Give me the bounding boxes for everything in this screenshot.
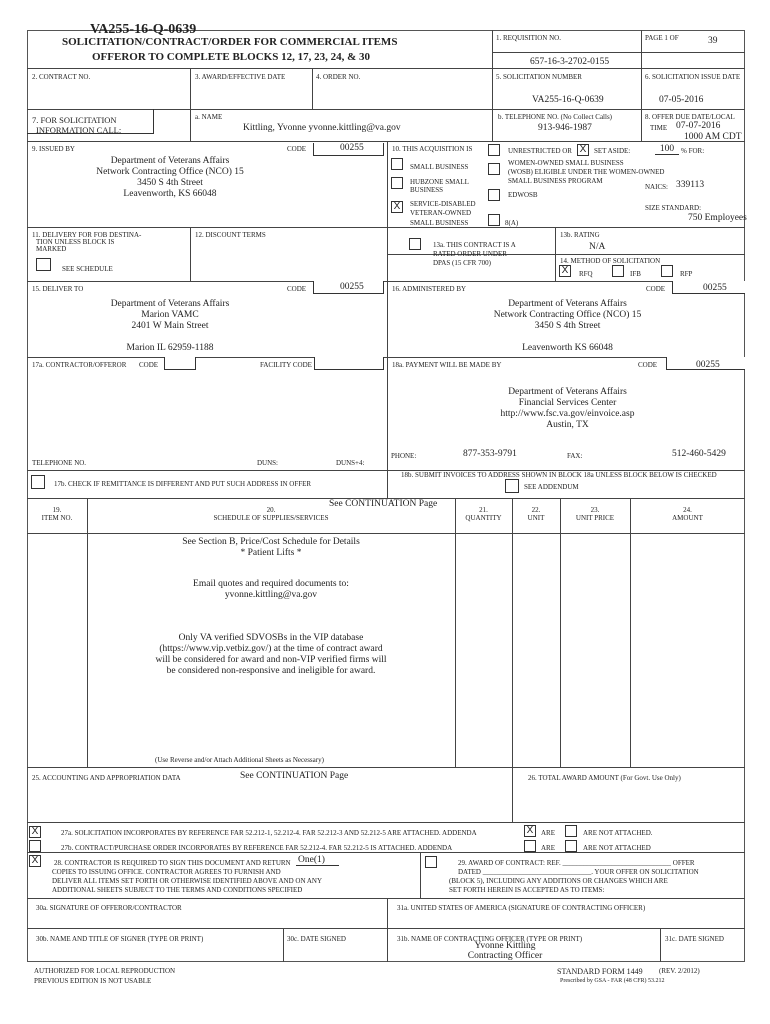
payment-line3: http://www.fsc.va.gov/einvoice.asp xyxy=(500,409,635,419)
rule xyxy=(27,227,745,228)
rule xyxy=(312,68,313,109)
schedule-text-6: (https://www.vip.vetbiz.gov/) at the time of contract award xyxy=(159,644,383,654)
percent-for-label: % FOR: xyxy=(681,147,705,155)
offer-due-label: 8. OFFER DUE DATE/LOCAL xyxy=(645,113,735,121)
28-copies: One(1) xyxy=(296,855,339,866)
schedule-text-4: yvonne.kittling@va.gov xyxy=(224,590,318,600)
rule xyxy=(27,822,745,823)
rule xyxy=(283,928,284,962)
ifb-label: IFB xyxy=(630,270,641,278)
27a-are-not-checkbox[interactable] xyxy=(565,825,577,837)
wosb-checkbox[interactable] xyxy=(488,163,500,175)
schedule-text-7: will be considered for award and non-VIP verified firms will xyxy=(155,655,387,665)
issue-date-value: 07-05-2016 xyxy=(659,95,704,105)
rule xyxy=(27,281,745,282)
footer-previous: PREVIOUS EDITION IS NOT USABLE xyxy=(34,977,152,985)
rule xyxy=(27,68,745,69)
administered-by-code: 00255 xyxy=(703,283,727,293)
naics-value: 339113 xyxy=(676,180,705,190)
28-text-4: ADDITIONAL SHEETS SUBJECT TO THE TERMS AND CONDITIONS SPECIFIED xyxy=(52,886,303,894)
8a-label: 8(A) xyxy=(505,219,519,227)
solicitation-number-value: VA255-16-Q-0639 xyxy=(532,95,604,105)
27b-are-not-checkbox[interactable] xyxy=(565,840,577,852)
co-date-label: 31c. DATE SIGNED xyxy=(665,935,724,943)
rule xyxy=(190,68,191,141)
27b-are-not-label: ARE NOT ATTACHED xyxy=(583,844,651,852)
payment-line2: Financial Services Center xyxy=(518,398,617,408)
telephone-label: TELEPHONE NO. xyxy=(32,459,87,467)
rule xyxy=(492,109,493,141)
footer-form-number: STANDARD FORM 1449 xyxy=(557,967,643,976)
rule xyxy=(27,852,745,853)
sdvosb-checkbox[interactable]: X xyxy=(391,201,403,213)
offeror-date-label: 30c. DATE SIGNED xyxy=(287,935,346,943)
issued-by-line2: Network Contracting Office (NCO) 15 xyxy=(96,167,244,177)
rfq-label: RFQ xyxy=(579,270,593,278)
co-name-label: 31b. NAME OF CONTRACTING OFFICER (TYPE OR PRINT) xyxy=(397,935,583,943)
rule xyxy=(641,30,642,141)
deliver-to-code-label: CODE xyxy=(287,285,307,293)
payment-fax-label: FAX: xyxy=(567,452,583,460)
size-standard-label: SIZE STANDARD: xyxy=(645,204,702,212)
28-checkbox[interactable]: X xyxy=(29,855,41,867)
small-business-label: SMALL BUSINESS xyxy=(410,163,469,171)
see-addendum-label: SEE ADDENDUM xyxy=(524,483,579,491)
28-text-3: DELIVER ALL ITEMS SET FORTH OR OTHERWISE IDENTIFIED ABOVE AND ON ANY xyxy=(52,877,323,885)
delivery-label-3: MARKED xyxy=(36,245,67,253)
administered-by-line4: Leavenworth KS 66048 xyxy=(522,343,613,353)
edwosb-checkbox[interactable] xyxy=(488,189,500,201)
rule xyxy=(27,357,745,358)
footer-revision: (REV. 2/2012) xyxy=(659,967,700,975)
quantity-header: 21. xyxy=(479,506,488,514)
deliver-to-line3: 2401 W Main Street xyxy=(131,321,209,331)
rated-order-label-3: DPAS (15 CFR 700) xyxy=(433,259,491,267)
wosb-label-2: (WOSB) ELIGIBLE UNDER THE WOMEN-OWNED xyxy=(508,168,665,176)
delivery-label: 11. DELIVERY FOR FOB DESTINA- xyxy=(32,231,142,239)
rule xyxy=(455,498,456,767)
unrestricted-label: UNRESTRICTED OR xyxy=(508,147,572,155)
unit-price-header: 23. xyxy=(590,506,600,514)
remittance-checkbox[interactable] xyxy=(31,475,45,489)
see-addendum-checkbox[interactable] xyxy=(505,479,519,493)
rule xyxy=(190,227,191,281)
order-no-label: 4. ORDER NO. xyxy=(316,73,361,81)
schedule-text-8: be considered non-responsive and ineligible for award. xyxy=(166,666,376,676)
see-schedule-label: SEE SCHEDULE xyxy=(62,265,113,273)
rule xyxy=(27,928,745,929)
issued-by-line1: Department of Veterans Affairs xyxy=(110,156,230,166)
administered-by-line3: 3450 S 4th Street xyxy=(534,321,601,331)
rule xyxy=(387,898,388,962)
rated-order-label-2: RATED ORDER UNDER xyxy=(433,250,507,258)
sdvosb-label: SERVICE-DISABLED xyxy=(410,200,476,208)
signer-name-label: 30b. NAME AND TITLE OF SIGNER (TYPE OR PRINT) xyxy=(36,935,204,943)
payment-code-label: CODE xyxy=(638,361,658,369)
issue-date-label: 6. SOLICITATION ISSUE DATE xyxy=(645,73,741,81)
award-date-label: 3. AWARD/EFFECTIVE DATE xyxy=(195,73,286,81)
remittance-label: 17b. CHECK IF REMITTANCE IS DIFFERENT AND PUT SUCH ADDRESS IN OFFER xyxy=(54,480,312,488)
rated-order-label: 13a. THIS CONTRACT IS A xyxy=(433,241,516,249)
rating-value: N/A xyxy=(589,242,606,252)
deliver-to-line2: Marion VAMC xyxy=(141,310,199,320)
see-continuation-schedule: See CONTINUATION Page xyxy=(329,499,438,509)
hubzone-label: HUBZONE SMALL xyxy=(410,178,469,186)
issued-by-code-label: CODE xyxy=(287,145,307,153)
29-text-4: SET FORTH HEREIN IS ACCEPTED AS TO ITEMS: xyxy=(449,886,605,894)
duns-label: DUNS: xyxy=(257,459,279,467)
amount-header: 24. xyxy=(683,506,692,514)
deliver-to-code: 00255 xyxy=(340,282,364,292)
unit-header-2: UNIT xyxy=(527,514,545,522)
issued-by-line4: Leavenworth, KS 66048 xyxy=(123,189,217,199)
payment-phone-label: PHONE: xyxy=(391,452,417,460)
schedule-header: 20. xyxy=(266,506,276,514)
set-aside-percent: 100 xyxy=(655,144,679,155)
payment-line4: Austin, TX xyxy=(546,420,589,430)
co-title: Contracting Officer xyxy=(467,951,543,961)
issued-by-label: 9. ISSUED BY xyxy=(32,145,75,153)
co-name: Yvonne Kittling xyxy=(474,941,536,951)
form-title: SOLICITATION/CONTRACT/ORDER FOR COMMERCIAL ITEMS xyxy=(62,36,398,48)
sdvosb-label-3: SMALL BUSINESS xyxy=(410,219,469,227)
contact-name-label: a. NAME xyxy=(195,113,223,121)
offer-due-date: 07-07-2016 xyxy=(676,121,721,131)
ifb-checkbox[interactable] xyxy=(612,265,624,277)
rule xyxy=(492,30,493,109)
delivery-label-2: TION UNLESS BLOCK IS xyxy=(36,238,115,246)
amount-header-2: AMOUNT xyxy=(672,514,703,522)
rule xyxy=(512,498,513,822)
contract-no-label: 2. CONTRACT NO. xyxy=(32,73,91,81)
requisition-value: 657-16-3-2702-0155 xyxy=(530,57,610,67)
edwosb-label: EDWOSB xyxy=(508,191,538,199)
rule xyxy=(420,852,421,898)
contractor-code-box[interactable] xyxy=(164,357,196,370)
offer-due-time: 1000 AM CDT xyxy=(684,132,742,142)
contact-name-value: Kittling, Yvonne yvonne.kittling@va.gov xyxy=(243,123,401,133)
rated-order-checkbox[interactable] xyxy=(409,238,421,250)
contractor-code-label: CODE xyxy=(139,361,159,369)
method-label: 14. METHOD OF SOLICITATION xyxy=(560,257,661,265)
form-subtitle: OFFEROR TO COMPLETE BLOCKS 12, 17, 23, 24, & 30 xyxy=(92,51,370,63)
issued-by-line3: 3450 S 4th Street xyxy=(137,178,203,188)
schedule-header-2: SCHEDULE OF SUPPLIES/SERVICES xyxy=(213,514,329,522)
27a-are-label: ARE xyxy=(541,829,555,837)
8a-checkbox[interactable] xyxy=(488,214,500,226)
27b-are-checkbox[interactable] xyxy=(524,840,536,852)
administered-by-label: 16. ADMINISTERED BY xyxy=(392,285,467,293)
payment-label: 18a. PAYMENT WILL BE MADE BY xyxy=(392,361,502,369)
naics-label: NAICS: xyxy=(645,183,668,191)
27a-checkbox[interactable]: X xyxy=(29,826,41,838)
schedule-text-3: Email quotes and required documents to: xyxy=(193,579,349,589)
rfp-checkbox[interactable] xyxy=(661,265,673,277)
set-aside-label: SET ASIDE: xyxy=(594,147,631,155)
schedule-text-5: Only VA verified SDVOSBs in the VIP database xyxy=(178,633,364,643)
rfq-checkbox[interactable]: X xyxy=(559,265,571,277)
rule xyxy=(660,928,661,962)
rule xyxy=(560,498,561,767)
accounting-value: See CONTINUATION Page xyxy=(240,771,349,781)
administered-by-code-label: CODE xyxy=(646,285,666,293)
27a-text: 27a. SOLICITATION INCORPORATES BY REFERENCE FAR 52.212-1, 52.212-4. FAR 52.212-3 AND 52.212-5 ARE ATTACHED. ADDENDA xyxy=(61,829,477,837)
unit-price-header-2: UNIT PRICE xyxy=(575,514,615,522)
29-text-1: 29. AWARD OF CONTRACT: REF. _______________________________ OFFER xyxy=(458,859,695,867)
accounting-label: 25. ACCOUNTING AND APPROPRIATION DATA xyxy=(32,774,181,782)
small-business-checkbox[interactable] xyxy=(391,158,403,170)
facility-code-label: FACILITY CODE xyxy=(260,361,312,369)
unrestricted-checkbox[interactable] xyxy=(488,144,500,156)
27a-are-checkbox[interactable]: X xyxy=(524,825,536,837)
size-standard-value: 750 Employees xyxy=(688,213,747,223)
rule xyxy=(27,533,745,534)
footer-authorized: AUTHORIZED FOR LOCAL REPRODUCTION xyxy=(34,967,176,975)
footer-prescribed: Prescribed by GSA - FAR (48 CFR) 53.212 xyxy=(560,978,665,984)
28-text-2: COPIES TO ISSUING OFFICE. CONTRACTOR AGREES TO FURNISH AND xyxy=(52,868,281,876)
co-signature-label: 31a. UNITED STATES OF AMERICA (SIGNATURE OF CONTRACTING OFFICER) xyxy=(397,904,646,912)
set-aside-checkbox[interactable]: X xyxy=(577,144,589,156)
solicitation-number-label: 5. SOLICITATION NUMBER xyxy=(496,73,582,81)
offeror-signature-label: 30a. SIGNATURE OF OFFEROR/CONTRACTOR xyxy=(36,904,182,912)
payment-code: 00255 xyxy=(696,360,720,370)
sdvosb-label-2: VETERAN-OWNED xyxy=(410,209,472,217)
27b-checkbox[interactable] xyxy=(29,840,41,852)
payment-phone: 877-353-9791 xyxy=(463,449,517,459)
solicitation-number-top: VA255-16-Q-0639 xyxy=(90,22,197,37)
total-award-label: 26. TOTAL AWARD AMOUNT (For Govt. Use Only) xyxy=(528,774,681,782)
rule xyxy=(630,498,631,767)
administered-by-line1: Department of Veterans Affairs xyxy=(508,299,627,309)
27b-are-label: ARE xyxy=(541,844,555,852)
rule xyxy=(387,141,388,498)
payment-fax: 512-460-5429 xyxy=(672,449,726,459)
item-no-header-2: ITEM NO. xyxy=(41,514,73,522)
for-information-label-2: INFORMATION CALL: xyxy=(36,125,122,135)
for-information-label: 7. FOR SOLICITATION xyxy=(32,115,117,125)
29-checkbox[interactable] xyxy=(425,856,437,868)
deliver-to-label: 15. DELIVER TO xyxy=(32,285,84,293)
rule xyxy=(27,141,745,142)
submit-invoices-label: 18b. SUBMIT INVOICES TO ADDRESS SHOWN IN BLOCK 18a UNLESS BLOCK BELOW IS CHECKED xyxy=(401,471,717,479)
schedule-text-1: See Section B, Price/Cost Schedule for Details xyxy=(182,537,360,547)
27a-are-not-label: ARE NOT ATTACHED. xyxy=(583,829,653,837)
rating-label: 13b. RATING xyxy=(560,231,600,239)
quantity-header-2: QUANTITY xyxy=(465,514,502,522)
time-label: TIME xyxy=(650,124,668,132)
administered-by-line2: Network Contracting Office (NCO) 15 xyxy=(493,310,642,320)
see-schedule-checkbox[interactable] xyxy=(36,258,51,271)
page-total: 39 xyxy=(708,36,718,46)
wosb-label-3: SMALL BUSINESS PROGRAM xyxy=(508,177,603,185)
requisition-label: 1. REQUISITION NO. xyxy=(496,34,561,42)
schedule-footnote: (Use Reverse and/or Attach Additional Sheets as Necessary) xyxy=(155,756,324,764)
28-text-1: 28. CONTRACTOR IS REQUIRED TO SIGN THIS DOCUMENT AND RETURN xyxy=(54,859,291,867)
rfp-label: RFP xyxy=(680,270,693,278)
deliver-to-line1: Department of Veterans Affairs xyxy=(110,299,230,309)
hubzone-label-2: BUSINESS xyxy=(410,186,444,194)
discount-terms-label: 12. DISCOUNT TERMS xyxy=(195,231,266,239)
facility-code-box[interactable] xyxy=(314,357,384,370)
rule xyxy=(27,767,745,768)
payment-line1: Department of Veterans Affairs xyxy=(508,387,627,397)
unit-header: 22. xyxy=(531,506,541,514)
acquisition-label: 10. THIS ACQUISITION IS xyxy=(392,145,473,153)
item-no-header: 19. xyxy=(52,506,62,514)
29-text-2: DATED _______________________________. YOUR OFFER ON SOLICITATION xyxy=(458,868,699,876)
wosb-label: WOMEN-OWNED SMALL BUSINESS xyxy=(508,159,624,167)
contact-phone-label: b. TELEPHONE NO. (No Collect Calls) xyxy=(498,113,612,121)
27b-text: 27b. CONTRACT/PURCHASE ORDER INCORPORATES BY REFERENCE FAR 52.212-4. FAR 52.212-5 IS ATTACHED. ADDENDA xyxy=(61,844,453,852)
contractor-label: 17a. CONTRACTOR/OFFEROR xyxy=(32,361,127,369)
29-text-3: (BLOCK 5), INCLUDING ANY ADDITIONS OR CHANGES WHICH ARE xyxy=(449,877,668,885)
contact-phone-value: 913-946-1987 xyxy=(538,123,592,133)
hubzone-checkbox[interactable] xyxy=(391,177,403,189)
deliver-to-line4: Marion IL 62959-1188 xyxy=(126,343,214,353)
page-label: PAGE 1 OF xyxy=(645,34,679,42)
duns4-label: DUNS+4: xyxy=(336,459,365,467)
rule xyxy=(555,227,556,281)
schedule-text-2: * Patient Lifts * xyxy=(240,548,302,558)
rule xyxy=(27,898,745,899)
issued-by-code: 00255 xyxy=(340,143,364,153)
rule xyxy=(492,52,745,53)
